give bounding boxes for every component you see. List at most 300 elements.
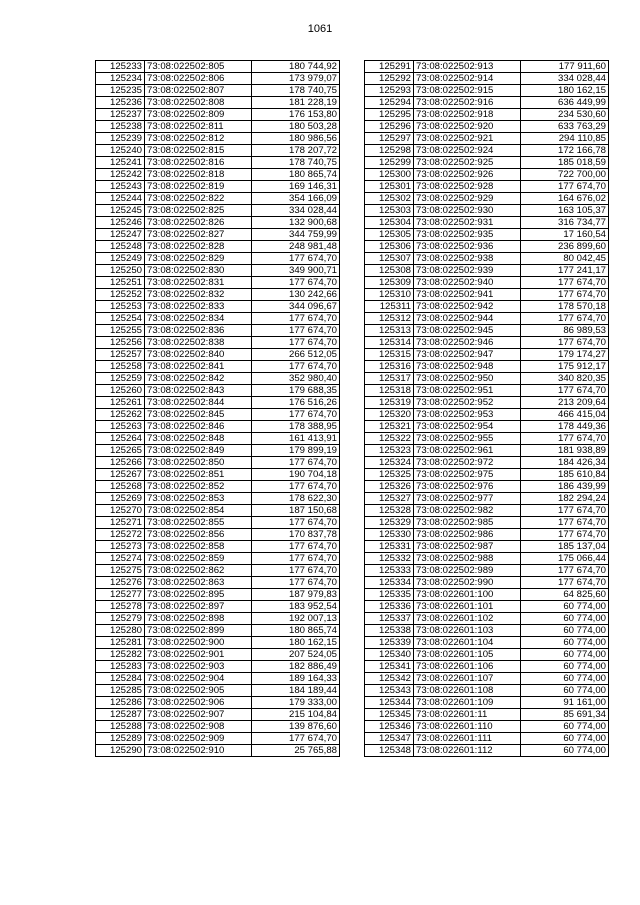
row-number-cell: 125289 — [96, 733, 145, 745]
value-cell: 173 979,07 — [252, 73, 340, 85]
table-row — [96, 73, 340, 85]
cadastral-number-cell: 73:08:022601:110 — [414, 721, 521, 733]
cadastral-number-cell: 73:08:022502:826 — [145, 217, 252, 229]
cadastral-number-cell: 73:08:022502:938 — [414, 253, 521, 265]
value-cell: 177 674,70 — [252, 361, 340, 373]
value-cell: 60 774,00 — [521, 625, 609, 637]
value-cell: 25 765,88 — [252, 745, 340, 757]
cadastral-number-cell: 73:08:022601:108 — [414, 685, 521, 697]
row-number-cell: 125237 — [96, 109, 145, 121]
cadastral-number-cell: 73:08:022601:104 — [414, 637, 521, 649]
table-row — [96, 313, 340, 325]
table-row — [365, 613, 609, 625]
table-row — [365, 601, 609, 613]
table-row — [96, 637, 340, 649]
cadastral-number-cell: 73:08:022502:906 — [145, 697, 252, 709]
row-number-cell: 125266 — [96, 457, 145, 469]
cadastral-number-cell: 73:08:022502:815 — [145, 145, 252, 157]
value-cell: 207 524,05 — [252, 649, 340, 661]
table-row — [365, 457, 609, 469]
row-number-cell: 125244 — [96, 193, 145, 205]
table-row — [96, 121, 340, 133]
value-cell: 248 981,48 — [252, 241, 340, 253]
row-number-cell: 125250 — [96, 265, 145, 277]
row-number-cell: 125277 — [96, 589, 145, 601]
value-cell: 177 674,70 — [521, 181, 609, 193]
table-row — [365, 409, 609, 421]
cadastral-number-cell: 73:08:022502:848 — [145, 433, 252, 445]
value-cell: 352 980,40 — [252, 373, 340, 385]
row-number-cell: 125263 — [96, 421, 145, 433]
table-row — [96, 613, 340, 625]
cadastral-number-cell: 73:08:022502:988 — [414, 553, 521, 565]
value-cell: 130 242,66 — [252, 289, 340, 301]
value-cell: 177 241,17 — [521, 265, 609, 277]
value-cell: 215 104,84 — [252, 709, 340, 721]
value-cell: 213 209,64 — [521, 397, 609, 409]
table-row — [96, 721, 340, 733]
row-number-cell: 125336 — [365, 601, 414, 613]
row-number-cell: 125238 — [96, 121, 145, 133]
value-cell: 177 674,70 — [521, 289, 609, 301]
value-cell: 60 774,00 — [521, 649, 609, 661]
cadastral-number-cell: 73:08:022601:100 — [414, 589, 521, 601]
cadastral-number-cell: 73:08:022601:107 — [414, 673, 521, 685]
cadastral-number-cell: 73:08:022502:851 — [145, 469, 252, 481]
row-number-cell: 125331 — [365, 541, 414, 553]
value-cell: 60 774,00 — [521, 721, 609, 733]
table-row — [365, 517, 609, 529]
value-cell: 175 066,44 — [521, 553, 609, 565]
cadastral-number-cell: 73:08:022502:990 — [414, 577, 521, 589]
cadastral-number-cell: 73:08:022502:899 — [145, 625, 252, 637]
row-number-cell: 125327 — [365, 493, 414, 505]
table-row — [365, 421, 609, 433]
value-cell: 177 674,70 — [521, 517, 609, 529]
cadastral-number-cell: 73:08:022502:931 — [414, 217, 521, 229]
table-row — [365, 565, 609, 577]
cadastral-number-cell: 73:08:022502:856 — [145, 529, 252, 541]
table-row — [365, 553, 609, 565]
table-row — [96, 157, 340, 169]
cadastral-number-cell: 73:08:022502:924 — [414, 145, 521, 157]
table-row — [96, 409, 340, 421]
value-cell: 179 174,27 — [521, 349, 609, 361]
row-number-cell: 125269 — [96, 493, 145, 505]
table-row — [96, 349, 340, 361]
table-row — [365, 397, 609, 409]
value-cell: 91 161,00 — [521, 697, 609, 709]
value-cell: 178 622,30 — [252, 493, 340, 505]
value-cell: 60 774,00 — [521, 637, 609, 649]
table-row — [365, 721, 609, 733]
cadastral-number-cell: 73:08:022502:843 — [145, 385, 252, 397]
cadastral-number-cell: 73:08:022502:985 — [414, 517, 521, 529]
cadastral-number-cell: 73:08:022502:920 — [414, 121, 521, 133]
value-cell: 132 900,68 — [252, 217, 340, 229]
cadastral-number-cell: 73:08:022502:859 — [145, 553, 252, 565]
cadastral-number-cell: 73:08:022502:836 — [145, 325, 252, 337]
cadastral-number-cell: 73:08:022502:853 — [145, 493, 252, 505]
row-number-cell: 125248 — [96, 241, 145, 253]
row-number-cell: 125260 — [96, 385, 145, 397]
value-cell: 344 096,67 — [252, 301, 340, 313]
table-row — [96, 601, 340, 613]
cadastral-number-cell: 73:08:022502:833 — [145, 301, 252, 313]
table-row — [96, 565, 340, 577]
cadastral-table-right — [364, 60, 609, 757]
row-number-cell: 125254 — [96, 313, 145, 325]
value-cell: 187 150,68 — [252, 505, 340, 517]
cadastral-number-cell: 73:08:022502:858 — [145, 541, 252, 553]
table-row — [96, 745, 340, 757]
value-cell: 294 110,85 — [521, 133, 609, 145]
table-row — [365, 541, 609, 553]
value-cell: 177 674,70 — [252, 553, 340, 565]
table-row — [365, 709, 609, 721]
table-row — [96, 685, 340, 697]
table-row — [365, 217, 609, 229]
cadastral-number-cell: 73:08:022502:946 — [414, 337, 521, 349]
row-number-cell: 125242 — [96, 169, 145, 181]
table-row — [96, 469, 340, 481]
cadastral-number-cell: 73:08:022502:812 — [145, 133, 252, 145]
table-row — [96, 61, 340, 73]
table-row — [365, 145, 609, 157]
row-number-cell: 125253 — [96, 301, 145, 313]
table-row — [96, 445, 340, 457]
row-number-cell: 125299 — [365, 157, 414, 169]
value-cell: 177 674,70 — [521, 313, 609, 325]
value-cell: 633 763,29 — [521, 121, 609, 133]
cadastral-number-cell: 73:08:022502:987 — [414, 541, 521, 553]
value-cell: 178 740,75 — [252, 157, 340, 169]
table-row — [96, 109, 340, 121]
cadastral-number-cell: 73:08:022502:935 — [414, 229, 521, 241]
cadastral-number-cell: 73:08:022502:898 — [145, 613, 252, 625]
table-row — [96, 265, 340, 277]
cadastral-table-left — [95, 60, 340, 757]
table-row — [96, 457, 340, 469]
table-row — [96, 181, 340, 193]
table-row — [365, 445, 609, 457]
cadastral-number-cell: 73:08:022601:11 — [414, 709, 521, 721]
table-row — [365, 265, 609, 277]
cadastral-number-cell: 73:08:022502:903 — [145, 661, 252, 673]
value-cell: 85 691,34 — [521, 709, 609, 721]
row-number-cell: 125236 — [96, 97, 145, 109]
row-number-cell: 125245 — [96, 205, 145, 217]
value-cell: 64 825,60 — [521, 589, 609, 601]
cadastral-number-cell: 73:08:022502:904 — [145, 673, 252, 685]
row-number-cell: 125337 — [365, 613, 414, 625]
table-row — [365, 337, 609, 349]
value-cell: 334 028,44 — [521, 73, 609, 85]
table-row — [96, 649, 340, 661]
value-cell: 180 865,74 — [252, 169, 340, 181]
row-number-cell: 125275 — [96, 565, 145, 577]
cadastral-number-cell: 73:08:022601:101 — [414, 601, 521, 613]
table-row — [96, 337, 340, 349]
row-number-cell: 125345 — [365, 709, 414, 721]
table-row — [96, 301, 340, 313]
cadastral-number-cell: 73:08:022502:834 — [145, 313, 252, 325]
cadastral-number-cell: 73:08:022502:830 — [145, 265, 252, 277]
value-cell: 234 530,60 — [521, 109, 609, 121]
row-number-cell: 125243 — [96, 181, 145, 193]
row-number-cell: 125251 — [96, 277, 145, 289]
cadastral-number-cell: 73:08:022502:909 — [145, 733, 252, 745]
cadastral-number-cell: 73:08:022502:829 — [145, 253, 252, 265]
page-number: 1061 — [307, 23, 333, 35]
cadastral-number-cell: 73:08:022502:926 — [414, 169, 521, 181]
cadastral-number-cell: 73:08:022502:862 — [145, 565, 252, 577]
row-number-cell: 125294 — [365, 97, 414, 109]
value-cell: 184 189,44 — [252, 685, 340, 697]
value-cell: 177 674,70 — [252, 325, 340, 337]
cadastral-number-cell: 73:08:022502:816 — [145, 157, 252, 169]
table-row — [365, 697, 609, 709]
cadastral-number-cell: 73:08:022502:951 — [414, 385, 521, 397]
table-row — [365, 385, 609, 397]
table-row — [365, 181, 609, 193]
value-cell: 60 774,00 — [521, 745, 609, 757]
table-row — [365, 481, 609, 493]
table-row — [365, 505, 609, 517]
value-cell: 177 674,70 — [252, 481, 340, 493]
table-row — [365, 121, 609, 133]
value-cell: 178 449,36 — [521, 421, 609, 433]
cadastral-number-cell: 73:08:022502:954 — [414, 421, 521, 433]
cadastral-number-cell: 73:08:022502:952 — [414, 397, 521, 409]
table-row — [365, 637, 609, 649]
value-cell: 189 164,33 — [252, 673, 340, 685]
value-cell: 176 516,26 — [252, 397, 340, 409]
value-cell: 163 105,37 — [521, 205, 609, 217]
row-number-cell: 125259 — [96, 373, 145, 385]
cadastral-number-cell: 73:08:022502:942 — [414, 301, 521, 313]
value-cell: 466 415,04 — [521, 409, 609, 421]
value-cell: 177 674,70 — [521, 565, 609, 577]
row-number-cell: 125307 — [365, 253, 414, 265]
cadastral-number-cell: 73:08:022502:855 — [145, 517, 252, 529]
table-row — [365, 109, 609, 121]
row-number-cell: 125312 — [365, 313, 414, 325]
row-number-cell: 125316 — [365, 361, 414, 373]
table-row — [365, 349, 609, 361]
row-number-cell: 125323 — [365, 445, 414, 457]
row-number-cell: 125241 — [96, 157, 145, 169]
table-row — [365, 589, 609, 601]
row-number-cell: 125347 — [365, 733, 414, 745]
row-number-cell: 125343 — [365, 685, 414, 697]
cadastral-number-cell: 73:08:022502:944 — [414, 313, 521, 325]
row-number-cell: 125329 — [365, 517, 414, 529]
table-row — [365, 649, 609, 661]
cadastral-number-cell: 73:08:022502:818 — [145, 169, 252, 181]
value-cell: 192 007,13 — [252, 613, 340, 625]
table-row — [96, 529, 340, 541]
cadastral-number-cell: 73:08:022601:102 — [414, 613, 521, 625]
cadastral-number-cell: 73:08:022502:950 — [414, 373, 521, 385]
table-row — [365, 745, 609, 757]
row-number-cell: 125264 — [96, 433, 145, 445]
value-cell: 180 744,92 — [252, 61, 340, 73]
value-cell: 183 952,54 — [252, 601, 340, 613]
row-number-cell: 125325 — [365, 469, 414, 481]
table-row — [365, 313, 609, 325]
table-row — [96, 481, 340, 493]
row-number-cell: 125341 — [365, 661, 414, 673]
table-row — [365, 205, 609, 217]
table-row — [365, 625, 609, 637]
row-number-cell: 125318 — [365, 385, 414, 397]
value-cell: 177 674,70 — [252, 313, 340, 325]
cadastral-number-cell: 73:08:022502:921 — [414, 133, 521, 145]
row-number-cell: 125290 — [96, 745, 145, 757]
row-number-cell: 125321 — [365, 421, 414, 433]
cadastral-number-cell: 73:08:022502:807 — [145, 85, 252, 97]
row-number-cell: 125292 — [365, 73, 414, 85]
cadastral-number-cell: 73:08:022502:925 — [414, 157, 521, 169]
cadastral-number-cell: 73:08:022502:809 — [145, 109, 252, 121]
value-cell: 177 674,70 — [252, 337, 340, 349]
table-row — [96, 493, 340, 505]
row-number-cell: 125301 — [365, 181, 414, 193]
value-cell: 185 018,59 — [521, 157, 609, 169]
table-row — [96, 229, 340, 241]
value-cell: 344 759,99 — [252, 229, 340, 241]
value-cell: 349 900,71 — [252, 265, 340, 277]
value-cell: 177 674,70 — [252, 577, 340, 589]
value-cell: 178 740,75 — [252, 85, 340, 97]
row-number-cell: 125328 — [365, 505, 414, 517]
row-number-cell: 125280 — [96, 625, 145, 637]
table-row — [96, 553, 340, 565]
row-number-cell: 125333 — [365, 565, 414, 577]
row-number-cell: 125252 — [96, 289, 145, 301]
row-number-cell: 125283 — [96, 661, 145, 673]
row-number-cell: 125257 — [96, 349, 145, 361]
cadastral-number-cell: 73:08:022502:955 — [414, 433, 521, 445]
value-cell: 139 876,60 — [252, 721, 340, 733]
table-body-left — [96, 61, 340, 757]
row-number-cell: 125249 — [96, 253, 145, 265]
row-number-cell: 125315 — [365, 349, 414, 361]
cadastral-number-cell: 73:08:022502:982 — [414, 505, 521, 517]
table-row — [96, 385, 340, 397]
cadastral-number-cell: 73:08:022502:914 — [414, 73, 521, 85]
table-row — [96, 673, 340, 685]
value-cell: 60 774,00 — [521, 661, 609, 673]
cadastral-number-cell: 73:08:022502:845 — [145, 409, 252, 421]
row-number-cell: 125261 — [96, 397, 145, 409]
row-number-cell: 125300 — [365, 169, 414, 181]
row-number-cell: 125279 — [96, 613, 145, 625]
value-cell: 172 166,78 — [521, 145, 609, 157]
row-number-cell: 125284 — [96, 673, 145, 685]
row-number-cell: 125282 — [96, 649, 145, 661]
cadastral-number-cell: 73:08:022502:841 — [145, 361, 252, 373]
cadastral-number-cell: 73:08:022502:846 — [145, 421, 252, 433]
value-cell: 334 028,44 — [252, 205, 340, 217]
value-cell: 266 512,05 — [252, 349, 340, 361]
cadastral-number-cell: 73:08:022502:831 — [145, 277, 252, 289]
cadastral-number-cell: 73:08:022502:900 — [145, 637, 252, 649]
value-cell: 177 674,70 — [252, 457, 340, 469]
value-cell: 186 439,99 — [521, 481, 609, 493]
table-row — [365, 661, 609, 673]
table-row — [365, 685, 609, 697]
row-number-cell: 125234 — [96, 73, 145, 85]
table-row — [96, 577, 340, 589]
value-cell: 180 865,74 — [252, 625, 340, 637]
cadastral-number-cell: 73:08:022502:941 — [414, 289, 521, 301]
row-number-cell: 125286 — [96, 697, 145, 709]
table-row — [96, 85, 340, 97]
table-row — [365, 361, 609, 373]
row-number-cell: 125317 — [365, 373, 414, 385]
row-number-cell: 125267 — [96, 469, 145, 481]
value-cell: 190 704,18 — [252, 469, 340, 481]
value-cell: 161 413,91 — [252, 433, 340, 445]
row-number-cell: 125305 — [365, 229, 414, 241]
value-cell: 181 938,89 — [521, 445, 609, 457]
row-number-cell: 125281 — [96, 637, 145, 649]
row-number-cell: 125293 — [365, 85, 414, 97]
cadastral-number-cell: 73:08:022502:947 — [414, 349, 521, 361]
table-row — [365, 673, 609, 685]
cadastral-number-cell: 73:08:022502:945 — [414, 325, 521, 337]
cadastral-number-cell: 73:08:022502:905 — [145, 685, 252, 697]
row-number-cell: 125297 — [365, 133, 414, 145]
value-cell: 340 820,35 — [521, 373, 609, 385]
value-cell: 80 042,45 — [521, 253, 609, 265]
row-number-cell: 125332 — [365, 553, 414, 565]
table-row — [365, 157, 609, 169]
row-number-cell: 125303 — [365, 205, 414, 217]
cadastral-number-cell: 73:08:022502:908 — [145, 721, 252, 733]
row-number-cell: 125246 — [96, 217, 145, 229]
table-row — [365, 61, 609, 73]
row-number-cell: 125344 — [365, 697, 414, 709]
row-number-cell: 125296 — [365, 121, 414, 133]
table-row — [96, 709, 340, 721]
table-row — [96, 421, 340, 433]
row-number-cell: 125298 — [365, 145, 414, 157]
value-cell: 236 899,60 — [521, 241, 609, 253]
value-cell: 176 153,80 — [252, 109, 340, 121]
cadastral-number-cell: 73:08:022502:918 — [414, 109, 521, 121]
cadastral-number-cell: 73:08:022502:822 — [145, 193, 252, 205]
table-row — [365, 529, 609, 541]
cadastral-number-cell: 73:08:022601:103 — [414, 625, 521, 637]
table-row — [365, 733, 609, 745]
cadastral-number-cell: 73:08:022502:827 — [145, 229, 252, 241]
row-number-cell: 125235 — [96, 85, 145, 97]
value-cell: 60 774,00 — [521, 733, 609, 745]
cadastral-number-cell: 73:08:022601:106 — [414, 661, 521, 673]
cadastral-number-cell: 73:08:022502:977 — [414, 493, 521, 505]
row-number-cell: 125338 — [365, 625, 414, 637]
table-row — [96, 361, 340, 373]
table-row — [96, 661, 340, 673]
table-body-right — [365, 61, 609, 757]
row-number-cell: 125314 — [365, 337, 414, 349]
value-cell: 169 146,31 — [252, 181, 340, 193]
cadastral-number-cell: 73:08:022502:972 — [414, 457, 521, 469]
value-cell: 180 503,28 — [252, 121, 340, 133]
